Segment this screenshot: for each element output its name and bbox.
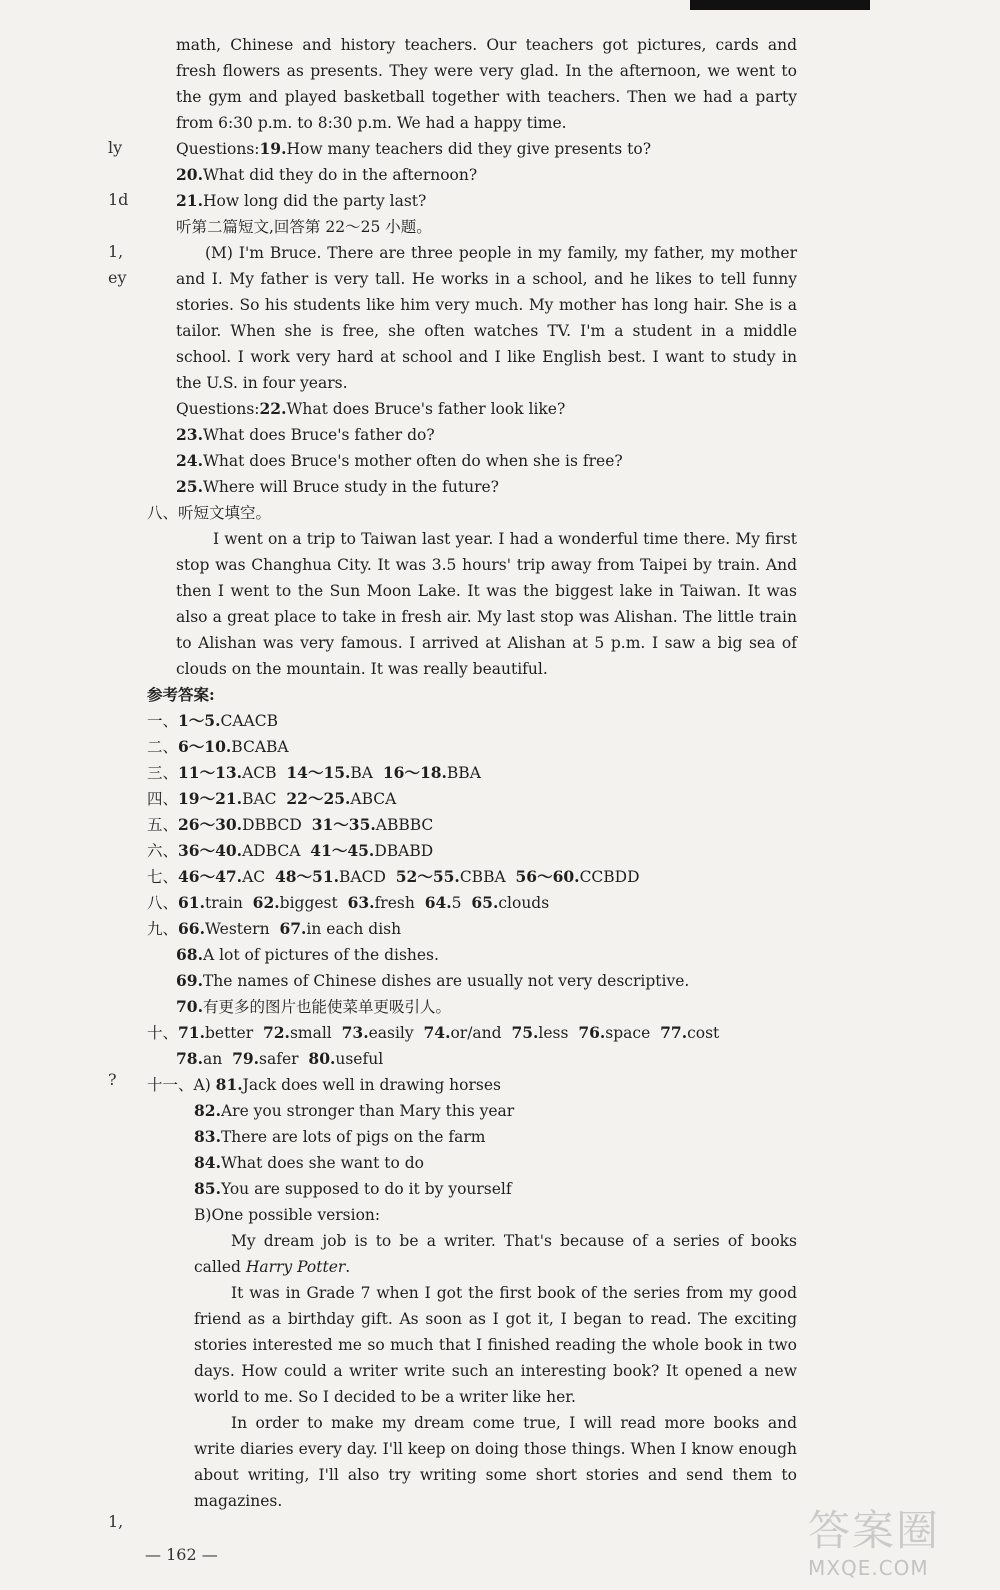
watermark-logo: 答案圈 bbox=[808, 1506, 941, 1555]
answer-line: 七、46～47.AC 48～51.BACD 52～55.CBBA 56～60.CCBDD bbox=[147, 867, 640, 886]
watermark-site: MXQE.COM bbox=[808, 1556, 929, 1580]
page-number: — 162 — bbox=[145, 1545, 218, 1564]
margin-fragment: ly bbox=[108, 138, 123, 157]
question-line: 25.Where will Bruce study in the future? bbox=[176, 477, 499, 496]
question-line: Questions:22.What does Bruce's father look like? bbox=[176, 399, 566, 418]
answer-line: 三、11～13.ACB 14～15.BA 16～18.BBA bbox=[147, 763, 481, 782]
answer-line: 70.有更多的图片也能使菜单更吸引人。 bbox=[176, 997, 451, 1016]
answer-line: 四、19～21.BAC 22～25.ABCA bbox=[147, 789, 397, 808]
page-body bbox=[147, 32, 797, 1514]
answer-line: 九、66.Western 67.in each dish bbox=[147, 919, 402, 938]
watermark bbox=[808, 1498, 983, 1586]
answer-line: 83.There are lots of pigs on the farm bbox=[194, 1127, 486, 1146]
answer-line: 二、6～10.BCABA bbox=[147, 737, 289, 756]
answer-line: 六、36～40.ADBCA 41～45.DBABD bbox=[147, 841, 434, 860]
margin-fragment: 1, bbox=[108, 242, 124, 261]
answer-line: 85.You are supposed to do it by yourself bbox=[194, 1179, 512, 1198]
question-line: 23.What does Bruce's father do? bbox=[176, 425, 435, 444]
margin-fragment: ? bbox=[108, 1070, 117, 1089]
answer-line: 82.Are you stronger than Mary this year bbox=[194, 1101, 515, 1120]
answer-line: 78.an 79.safer 80.useful bbox=[176, 1049, 384, 1068]
question-line: 24.What does Bruce's mother often do when she is free? bbox=[176, 451, 623, 470]
passage-2: (M) I'm Bruce. There are three people in my family, my father, my mother and I. My father is very tall. He works in a school, and he likes to tell funny stories. So his students like him very much. My mother has long hair. She is a tailor. When she is free, she often watches TV. I'm a student in a middle school. I work very hard at school and I like English best. I want to study in the U.S. in four years. bbox=[176, 244, 797, 392]
answer-line: 69.The names of Chinese dishes are usually not very descriptive. bbox=[176, 971, 690, 990]
margin-fragment: 1, bbox=[108, 1512, 124, 1531]
essay-paragraph: In order to make my dream come true, I will read more books and write diaries every day. I'll keep on doing those things. When I know enough about writing, I'll also try writing some short stories and send them to magazines. bbox=[194, 1414, 797, 1510]
essay-label: B)One possible version: bbox=[194, 1206, 381, 1224]
answer-line: 十一、A) 81.Jack does well in drawing horses bbox=[147, 1075, 501, 1094]
answer-line: 五、26～30.DBBCD 31～35.ABBBC bbox=[147, 815, 434, 834]
answers-title: 参考答案: bbox=[147, 685, 215, 704]
question-line: Questions:19.How many teachers did they give presents to? bbox=[176, 139, 652, 158]
question-line: 21.How long did the party last? bbox=[176, 191, 427, 210]
margin-fragment: 1d bbox=[108, 190, 129, 209]
scan-edge-bar bbox=[690, 0, 870, 10]
answer-line: 68.A lot of pictures of the dishes. bbox=[176, 945, 439, 964]
answer-line: 一、1～5.CAACB bbox=[147, 711, 278, 730]
margin-fragment: ey bbox=[108, 268, 127, 287]
section-heading: 听第二篇短文,回答第 22～25 小题。 bbox=[176, 218, 432, 236]
answer-line: 84.What does she want to do bbox=[194, 1153, 425, 1172]
section-heading: 八、听短文填空。 bbox=[147, 504, 272, 522]
answer-line: 八、61.train 62.biggest 63.fresh 64.5 65.clouds bbox=[147, 893, 550, 912]
passage-3: I went on a trip to Taiwan last year. I had a wonderful time there. My first stop was Changhua City. It was 3.5 hours' trip away from Taipei by train. And then I went to the Sun Moon Lake. It was the biggest lake in Taiwan. It was also a great place to take in fresh air. My last stop was Alishan. The little train to Alishan was very famous. I arrived at Alishan at 5 p.m. I saw a big sea of clouds on the mountain. It was really beautiful. bbox=[176, 530, 797, 678]
essay-paragraph: My dream job is to be a writer. That's because of a series of books called Harry Potter. bbox=[194, 1232, 797, 1276]
passage-1: math, Chinese and history teachers. Our teachers got pictures, cards and fresh flowers as presents. They were very glad. In the afternoon, we went to the gym and played basketball together with teachers. Then we had a party from 6:30 p.m. to 8:30 p.m. We had a happy time. bbox=[176, 36, 797, 132]
answer-line: 十、71.better 72.small 73.easily 74.or/and 75.less 76.space 77.cost bbox=[147, 1023, 720, 1042]
question-line: 20.What did they do in the afternoon? bbox=[176, 165, 478, 184]
essay-paragraph: It was in Grade 7 when I got the first book of the series from my good friend as a birthday gift. As soon as I got it, I began to read. The exciting stories interested me so much that I finished reading the whole book in two days. How could a writer write such an interesting book? It opened a new world to me. So I decided to be a writer like her. bbox=[194, 1284, 797, 1406]
